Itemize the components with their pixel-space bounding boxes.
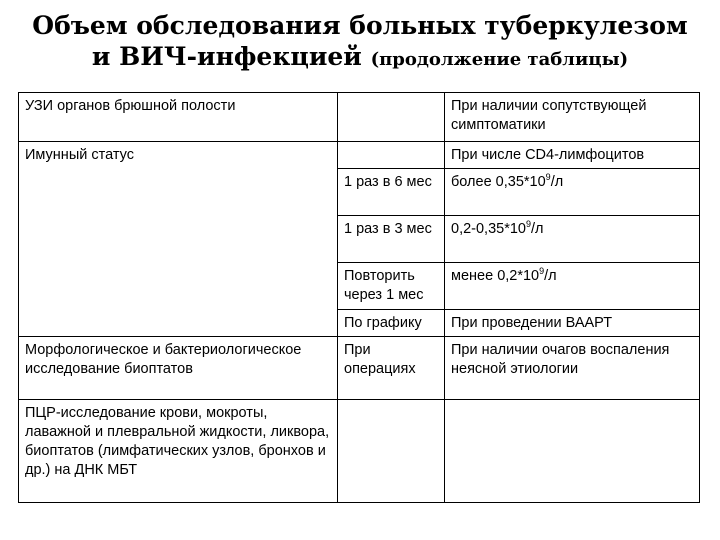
table-cell <box>338 93 445 142</box>
table-row <box>19 337 700 400</box>
table-cell <box>338 400 445 503</box>
table-cell: Имунный статус <box>19 142 338 337</box>
table-cell: При операциях <box>338 337 445 400</box>
examination-table <box>18 92 700 503</box>
table-cell <box>445 400 700 503</box>
table-cell: При проведении ВААРТ <box>445 310 700 337</box>
cd4-range-text: 0,2-0,35*10 <box>451 221 526 237</box>
exponent: 9 <box>525 219 531 230</box>
table-cell: При наличии очагов воспаления неясной этиологии <box>445 337 700 400</box>
table-row <box>19 142 700 169</box>
title-line-2 <box>0 41 720 75</box>
table-cell <box>445 169 700 216</box>
table-cell: По графику <box>338 310 445 337</box>
table-cell: Морфологическое и бактериологическое исследование биоптатов <box>19 337 338 400</box>
cd4-range-text: менее 0,2*10 <box>451 268 540 284</box>
exponent: 9 <box>545 172 551 183</box>
title-line-2-main: и ВИЧ-инфекцией <box>91 42 362 71</box>
unit-text: /л <box>544 268 557 284</box>
table-cell: ПЦР-исследование крови, мокроты, лаважной и плевральной жидкости, ликвора, биоптатов (лимфатических узлов, бронхов и др.) на ДНК МБТ <box>19 400 338 503</box>
title-line-2-subtitle: (продолжение таблицы) <box>370 49 629 70</box>
table-cell <box>445 263 700 310</box>
slide-title <box>0 10 720 75</box>
table-cell: УЗИ органов брюшной полости <box>19 93 338 142</box>
table-cell: Повторить через 1 мес <box>338 263 445 310</box>
unit-text: /л <box>531 221 544 237</box>
table-row <box>19 400 700 503</box>
table-cell: 1 раз в 6 мес <box>338 169 445 216</box>
table-cell: При наличии сопутствующей симптоматики <box>445 93 700 142</box>
table-cell <box>338 142 445 169</box>
table-row <box>19 93 700 142</box>
exponent: 9 <box>539 266 545 277</box>
table-cell: 1 раз в 3 мес <box>338 216 445 263</box>
cd4-range-text: более 0,35*10 <box>451 174 546 190</box>
table-cell: При числе CD4-лимфоцитов <box>445 142 700 169</box>
table-cell <box>445 216 700 263</box>
title-line-1: Объем обследования больных туберкулезом <box>32 11 688 40</box>
unit-text: /л <box>550 174 564 190</box>
